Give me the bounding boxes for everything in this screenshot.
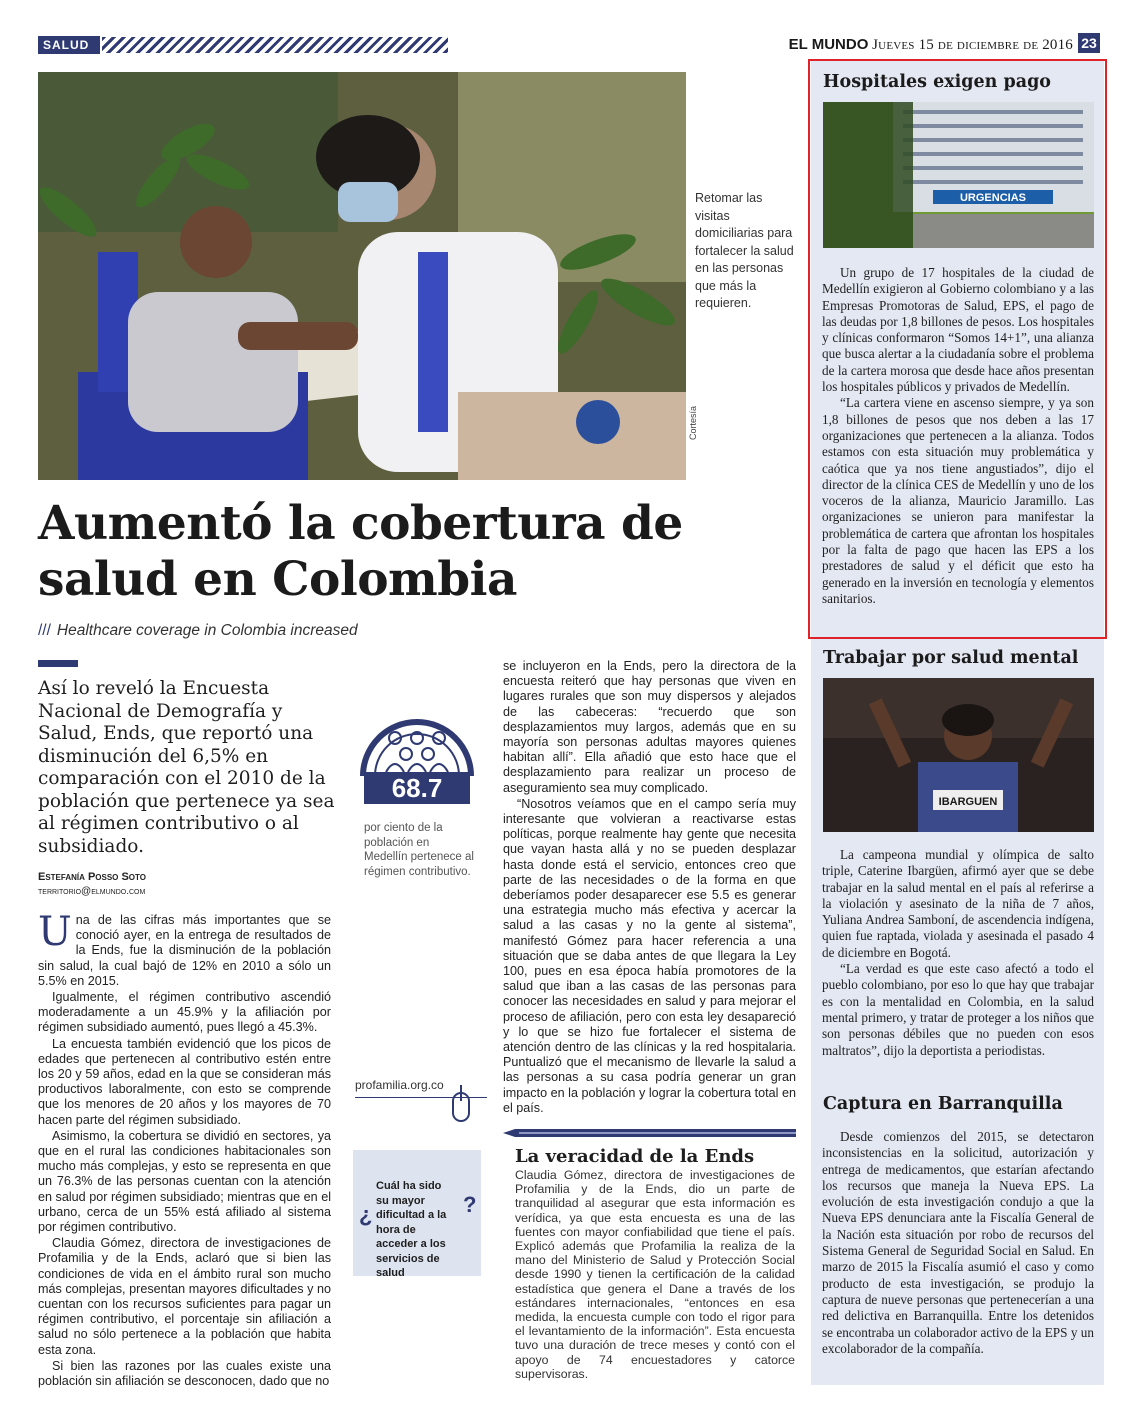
question-box [353, 1150, 481, 1279]
box-heading: La veracidad de la Ends [515, 1146, 755, 1167]
athlete-illustration [823, 678, 1094, 832]
athlete-photo [823, 678, 1094, 832]
hospital-photo [823, 102, 1094, 248]
author-email[interactable]: territorio@elmundo.com [38, 886, 146, 897]
masthead [789, 36, 1073, 54]
article-paragraph: se incluyeron en la Ends, pero la directora de la encuesta reiteró que hay personas que viven en lugares rurales que son muy dispersos y alejados de las cabeceras: “recuerdo que son desplazamientos muy largos, además que en su mayoría son personas adultas mayores quienes habitan allí”. Ella añadió que esto hace que el desplazamiento para realizar un proceso de aseguramiento sea muy complicado. [503, 659, 796, 795]
article-paragraph: Si bien las razones por las cuales existe una población sin afiliación se desconocen, dado que no [38, 1358, 331, 1389]
newspaper-name: EL MUNDO [788, 36, 869, 53]
pencil-divider [503, 1128, 796, 1138]
website-link[interactable]: profamilia.org.co [355, 1078, 487, 1098]
sidebar-story3-title: Captura en Barranquilla [823, 1094, 1063, 1114]
question-text: Cuál ha sido su mayor dificultad a la hora de acceder a los servicios de salud [376, 1180, 447, 1279]
sidebar-story2-title: Trabajar por salud mental [823, 648, 1079, 668]
sidebar-story1-body [822, 265, 1094, 607]
sidebar-paragraph: Desde comienzos del 2015, se detectaron inconsistencias en la solicitud, autorización y entrega de medicamentos, que estarían afectando los recursos que maneja la Nueva EPS. La evolución de esta investigación condujo a que la Nueva EPS denunciara ante la Fiscalía General de la Nación esta situación por robo de recursos del Sistema General de Seguridad Social en Salud. En marzo de 2015 la Fiscalía asumió el caso y como producto de esta investigación, se produjo la captura de nueve personas que pertenecerían a una red delictiva en Barranquilla. Entre los detenidos se encontraba un colaborador activo de la EPS y un excolaborador de la compañía. [822, 1129, 1094, 1356]
article-paragraph: “Nosotros veíamos que en el campo sería muy interesante que volvieran a reactivarse estas políticas, porque realmente hay gente que necesita que vayan hasta allá y no se pueden desplazar hasta donde está el servicio, entonces creo que parte de las necesidades o de la forma en que deberíamos poder desaparecer ese 5.5 es generar una estrategia mucho más efectiva y acercar la salud a las casas y no la gente al sistema”, manifestó Gómez para hacer referencia a una situación que se daba antes de que llegara la Ley 100, pues en esa época había promotores de la salud que iban a las casas de las personas para conocer las necesidades en salud y para mejorar el proceso de afiliación, pero con esta ley desapareció y lo que se hizo fue fortalecer el sistema de atención dentro de las clínicas y la red hospitalaria. Puntualizó que el mecanismo de llevarle la salud a las personas a su casa podría generar un gran impacto en la población y lograr la cobertura total en el país. [503, 796, 796, 1115]
question-open-mark: ¿ [359, 1202, 373, 1227]
section-bar [38, 36, 448, 54]
article-column-3 [503, 659, 796, 1120]
byline [38, 871, 146, 897]
hospital-illustration [823, 102, 1094, 248]
stat-value: 68.7 [364, 772, 470, 804]
article-paragraph: Asimismo, la cobertura se dividió en sectores, ya que en el rural las condiciones habitacionales son mucho más complejas, y esto se representa en que un 76.3% de las personas cuentan con la atención en salud por régimen subsidiado; mientras que en el urbano, cerca de un 55% está afiliado al sistema por régimen contributivo. [38, 1128, 331, 1235]
author-name: Estefanía Posso Soto [38, 871, 146, 883]
sidebar-story1-title: Hospitales exigen pago [823, 72, 1051, 92]
sidebar-story2-body [822, 847, 1094, 1059]
athlete-bib-text: IBARGUEN [938, 796, 998, 808]
lead-rule [38, 660, 78, 667]
headline: Aumentó la cobertura de salud en Colombia [38, 496, 683, 607]
section-label: SALUD [38, 36, 100, 54]
photo-credit: Cortesía [688, 405, 698, 440]
health-visit-illustration [38, 72, 686, 480]
issue-date: Jueves 15 de diciembre de 2016 [872, 37, 1073, 53]
sidebar-paragraph: “La verdad es que este caso afectó a todo el pueblo colombiano, por eso lo que hay que trabajar es con la mentalidad en Colombia, en la salud mental primero, y tratar de proteger a los niños que son personas débiles que no pueden con esos maltratos”, dijo la deportista a periodistas. [822, 961, 1094, 1058]
paragraph-text: na de las cifras más importantes que se conoció ayer, en la entrega de resultados de la Ends, fue la disminución de la población sin salud, la cual bajó de 12% en 2010 a sólo un 5.5% en 2015. [38, 913, 331, 988]
page-number: 23 [1078, 33, 1100, 53]
sidebar-paragraph: La campeona mundial y olímpica de salto triple, Caterine Ibargüen, afirmó ayer que se debe trabajar en la salud mental en el país al referirse a la violación y asesinato de la niña de 7 años, Yuliana Andrea Samboní, de ascendencia indígena, quien fue raptada, violada y asesinada el pasado 4 de diciembre en Bogotá. [822, 847, 1094, 960]
main-photo [38, 72, 686, 480]
sidebar-story3-body [822, 1129, 1094, 1357]
sidebar-paragraph: Un grupo de 17 hospitales de la ciudad de Medellín exigieron al Gobierno colombiano y a las Empresas Promotoras de Salud, EPS, el pago de las deudas por 1,8 billones de pesos. Los hospitales y clínicas conformaron “Somos 14+1”, una alianza que busca alertar a la ciudadanía sobre el problema de la cartera morosa que desde hace años presentan los hospitales públicos y privados de Medellín. [822, 265, 1094, 395]
dropcap: U [38, 913, 72, 955]
article-column-1 [38, 913, 331, 1391]
subheadline [38, 622, 358, 640]
question-close-mark: ? [463, 1192, 477, 1217]
box-body: Claudia Gómez, directora de investigaciones de Profamilia y de la Ends, dio un parte de tranquilidad al asegurar que esta información es verídica, ya que esta encuesta es una de las fuentes con mayor confiabilidad que tiene el país. Explicó además que Profamilia la realiza de la mano del Ministerio de Salud y Protección Social desde 1990 y tienen la certificación de la calidad estadística que genera el Dane a través de los estándares internacionales, “entonces en esa medida, la encuesta cumple con todo el rigor para el levantamiento de la información”. Esta encuesta tuvo una duración de trece meses y contó con el apoyo de 74 encuestadores y catorce supervisoras. [515, 1168, 795, 1381]
article-paragraph: Igualmente, el régimen contributivo ascendió moderadamente a un 45.9% y la afiliación por régimen subsidiado aumentó, pues llegó a 45.3%. [38, 990, 331, 1035]
subheadline-slashes: /// [38, 622, 51, 639]
article-paragraph: La encuesta también evidenció que los picos de edades que pertenecen al contributivo estén entre los 20 y 59 años, edad en la que se consideran más productivos laboralmente, con esto se comprende que los menores de 20 años y los mayores de 70 hacen parte del régimen subsidiado. [38, 1036, 331, 1127]
article-paragraph: Claudia Gómez, directora de investigaciones de Profamilia y de la Ends, aclaró que si bien las condiciones de vida en el ámbito rural son mucho más complejas, presentan mayores dificultades y no cuentan con los recursos suficientes para pagar un régimen contributivo, el porcentaje sin afiliación a salud no sólo pertenece a la población que habita esta zona. [38, 1236, 331, 1357]
lead-paragraph: Así lo reveló la Encuesta Nacional de Demografía y Salud, Ends, que reportó una disminución del 6,5% en comparación con el 2010 de la población que pertenece ya sea al régimen contributivo o al subsidiado. [38, 678, 335, 857]
stat-caption: por ciento de la población en Medellín pertenece al régimen contributivo. [364, 822, 474, 878]
sidebar-paragraph: “La cartera viene en ascenso siempre, y ya son 1,8 billones de pesos que nos deben a las 17 organizaciones que pertenecen a la alianza. Todos estamos con esta situación muy problemática y caótica que ya nos tiene angustiados”, dijo el director de la clínica CES de Medellín y uno de los voceros de la alianza, Mauricio Jaramillo. Las organizaciones se unieron para manifestar la problemática de cartera que afrontan los hospitales por la falta de pago que hacen las EPS a los prestadores de salud y el déficit que esto ha generado en la inversión en tecnología y elementos sanitarios. [822, 395, 1094, 606]
photo-caption: Retomar las visitas domiciliarias para fortalecer la salud en las personas que más la requieren. [695, 191, 794, 310]
subheadline-text: Healthcare coverage in Colombia increased [56, 622, 358, 639]
article-paragraph [38, 913, 331, 989]
section-hatch-decoration [102, 37, 448, 53]
mouse-icon [451, 1085, 471, 1123]
hospital-sign-text: URGENCIAS [959, 192, 1027, 204]
